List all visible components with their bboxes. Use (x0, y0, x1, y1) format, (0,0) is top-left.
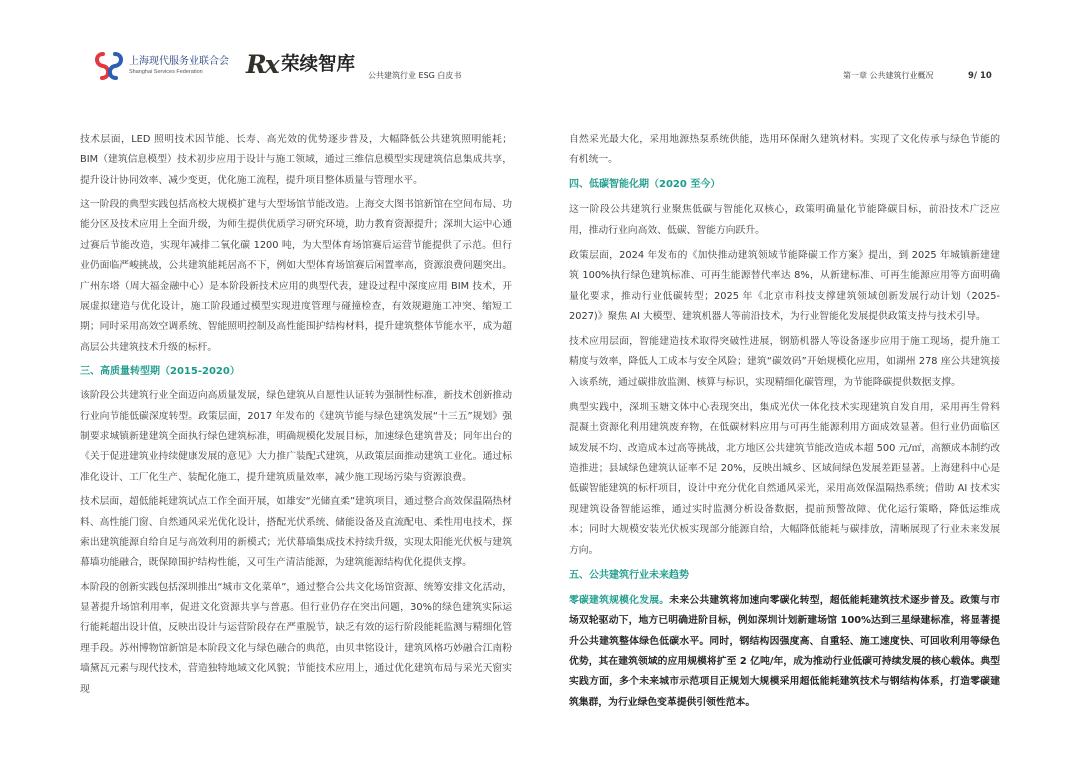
body-paragraph: 这一阶段的典型实践包括高校大规模扩建与大型场馆节能改造。上海交大图书馆新馆在空间布局、功能分区及技术应用上全面升级，为师生提供优质学习研究环境，助力教育资源提升；深圳大运中心通过赛后节能改造，实现年减排二氧化碳 1200 吨，为大型体育场馆赛后运营节能提供了示范。但行业仍面临严峻挑战，公共建筑能耗居高不下，例如大型体育场馆赛后闲置率高，资源浪费问题突出。广州东塔（周大福金融中心）是本阶段新技术应用的典型代表，建设过程中深度应用 BIM 技术，开展虚拟建造与优化设计，施工阶段通过模型实现进度管理与碰撞检查，有效规避施工冲突、缩短工期；同时采用高效空调系统、智能照明控制及高性能围护结构材料，提升建筑整体节能水平，成为超高层公共建筑技术升级的标杆。 (80, 199, 512, 353)
body-paragraph: 技术层面，超低能耗建筑试点工作全面开展，如雄安“光储直柔”建筑项目，通过整合高效保温隔热材料、高性能门窗、自然通风采光优化设计，搭配光伏系统、储能设备及直流配电、柔性用电技术，探索出建筑能源自给自足与高效利用的新模式；光伏幕墙集成技术持续升级，实现太阳能光伏板与建筑幕墙功能融合，既保障围护结构性能，又可生产清洁能源，为建筑能源结构优化提供支撑。 (80, 496, 512, 569)
right-column (569, 130, 1000, 718)
body-paragraph: 技术应用层面，智能建造技术取得突破性进展，钢筋机器人等设备逐步应用于施工现场，提升施工精度与效率，降低人工成本与安全风险；建筑“碳效码”开始规模化应用，如湖州 278 座公共建筑接入该系统，通过碳排放监测、核算与标识，实现精细化碳管理，为节能降碳提供数据支撑。 (569, 336, 1000, 388)
body-paragraph: 政策层面，2024 年发布的《加快推动建筑领域节能降碳工作方案》提出，到 2025 年城镇新建建筑 100%执行绿色建筑标准、可再生能源替代率达 8%，从新建标准、可再生能源应用等方面明确量化要求，推动行业低碳转型；2025 年《北京市科技支撑建筑领域创新发展行动计划（2025-2027)》聚焦 AI 大模型、建筑机器人等前沿技术，为行业智能化发展提供政策支持与技术引导。 (569, 249, 1000, 323)
trend-lead: 零碳建筑规模化发展。 (569, 594, 670, 606)
body-paragraph: 典型实践中，深圳玉塘文体中心表现突出，集成光伏一体化技术实现建筑自发自用，采用再生骨料混凝土资源化利用建筑废弃物，在低碳材料应用与可再生能源利用方面成效显著。但行业仍面临区域发展不均、改造成本过高等挑战，北方地区公共建筑节能改造成本超 500 元/㎡，高额成本制约改造推进；县域绿色建筑认证率不足 20%，反映出城乡、区域间绿色发展差距显著。上海建科中心是低碳智能建筑的标杆项目，设计中充分优化自然通风采光，采用高效保温隔热系统；借助 AI 技术实现建筑设备智能运维，通过实时监测分析设备数据，提前预警故障、优化运行策略，降低运维成本；同时大规模安装光伏板实现部分能源自给，大幅降低能耗与碳排放，清晰展现了行业未来发展方向。 (569, 401, 1000, 556)
brand-name: 荣续智库 (281, 54, 356, 75)
federation-name: 上海现代服务业联合会 (129, 56, 229, 67)
trend-paragraph (569, 591, 1000, 713)
section-heading: 四、低碳智能化期（2020 至今） (569, 179, 721, 191)
federation-logo-icon (94, 51, 124, 81)
body-paragraph: 本阶段的创新实践包括深圳推出“城市文化菜单”，通过整合公共文化场馆资源、统筹安排文化活动，显著提升场馆利用率，促进文化资源共享与普惠。但行业仍存在突出问题，30%的绿色建筑实际运行能耗超出设计值，反映出设计与运营阶段存在严重脱节，缺乏有效的运行阶段能耗监测与精细化管理手段。苏州博物馆新馆是本阶段文化与绿色融合的典范，由贝聿铭设计，建筑风格巧妙融合江南粉墙黛瓦元素与现代技术，营造独特地域文化风貌；节能技术应用上，通过优化建筑布局与采光天窗实现 (80, 581, 512, 695)
continued-paragraph: 自然采光最大化，采用地源热泵系统供能，选用环保耐久建筑材料。实现了文化传承与绿色节能的有机统一。 (569, 134, 1000, 166)
federation-name-english: Shanghai Services Federation (129, 69, 203, 75)
section-heading: 三、高质量转型期（2015-2020） (80, 366, 240, 378)
section-heading: 五、公共建筑行业未来趋势 (569, 569, 689, 581)
left-column (80, 130, 512, 704)
trend-text: 未来公共建筑将加速向零碳化转型，超低能耗建筑技术逐步普及。政策与市场双轮驱动下，地方已明确进阶目标，例如深圳计划新建场馆 100%达到三星绿建标准，将显著提升公共建筑整体绿色低碳水平。同时，钢结构因强度高、自重轻、施工速度快、可回收利用等绿色优势，其在建筑领域的应用规模将扩至 2 亿吨/年，成为推动行业低碳可持续发展的核心载体。典型实践方面，多个未来城市示范项目正规划大规模采用超低能耗建筑技术与钢结构体系，打造零碳建筑集群，为行业绿色变革提供引领性范本。 (569, 594, 1001, 708)
brand-mark-logo: Rx (246, 50, 278, 79)
document-title: 公共建筑行业 ESG 白皮书 (368, 71, 462, 80)
chapter-title: 第一章 公共建筑行业概况 (843, 71, 934, 80)
page-indicator: 9/ 10 (968, 71, 992, 81)
body-paragraph: 这一阶段公共建筑行业聚焦低碳与智能化双核心，政策明确量化节能降碳目标，前沿技术广泛应用，推动行业向高效、低碳、智能方向跃升。 (569, 204, 1000, 236)
body-paragraph: 该阶段公共建筑行业全面迈向高质量发展，绿色建筑从自愿性认证转为强制性标准，新技术创新推动行业向节能低碳深度转型。政策层面，2017 年发布的《建筑节能与绿色建筑发展“十三五”规划》强制要求城镇新建建筑全面执行绿色建筑标准，明确规模化发展目标，加速绿色建筑普及；同年出台的《关于促进建筑业持续健康发展的意见》大力推广装配式建筑，从政策层面推动建筑工业化。通过标准化设计、工厂化生产、装配化施工，提升建筑质量效率，减少施工现场污染与资源浪费。 (80, 390, 512, 483)
body-paragraph: 技术层面，LED 照明技术因节能、长寿、高光效的优势逐步普及，大幅降低公共建筑照明能耗；BIM（建筑信息模型）技术初步应用于设计与施工领域，通过三维信息模型实现建筑信息集成共享，提升设计协同效率、减少变更，优化施工流程，提升项目整体质量与管理水平。 (80, 134, 512, 186)
